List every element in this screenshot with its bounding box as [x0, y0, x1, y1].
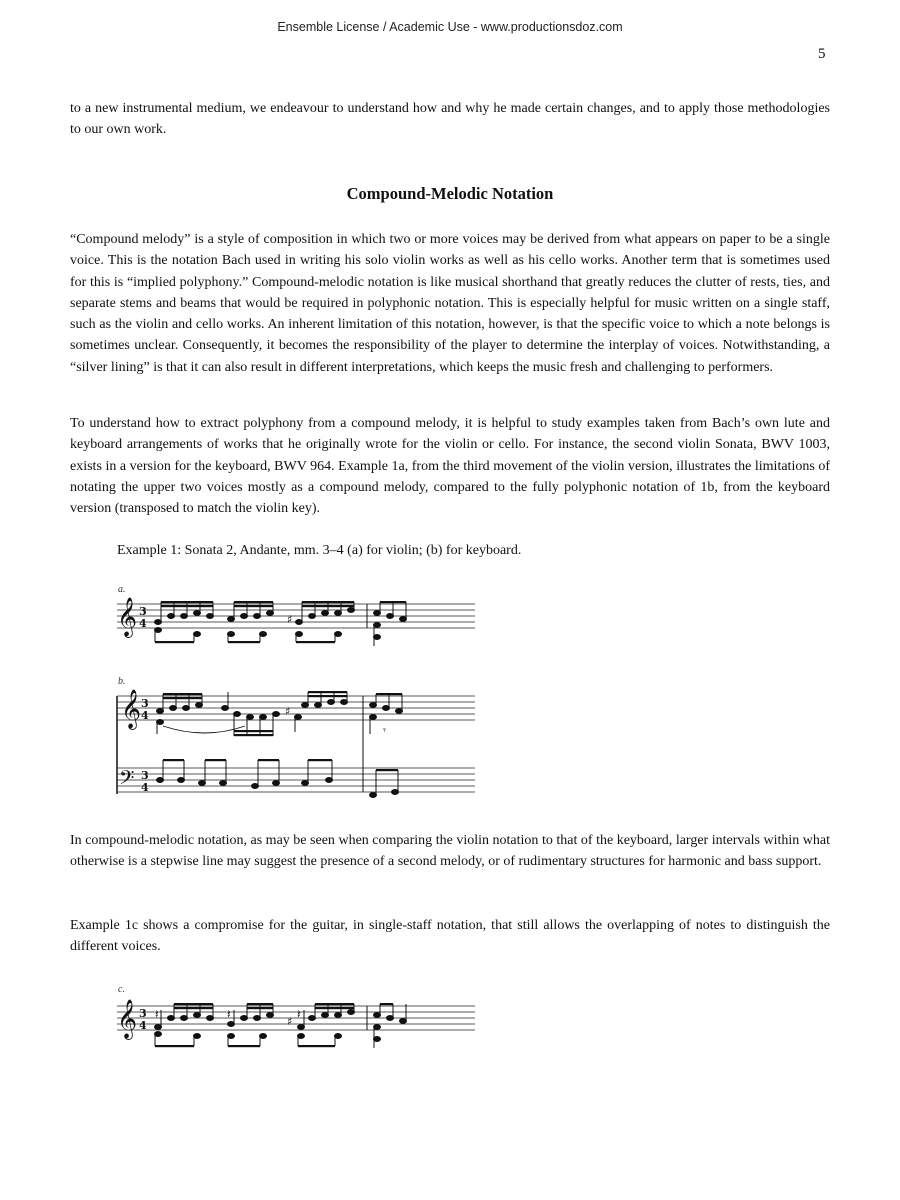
paragraph-extract-polyphony: To understand how to extract polyphony from a compound melody, it is helpful to study examples taken from Bach’s own lute and keyboard arrangements of works that he originally wrote for the violin or cello. For instance, the second violin Sonata, BWV 1003, exists in a version for the keyboard, BWV 964. Example 1a, from the third movement of the violin version, illustrates the limitations of notating the upper two voices mostly as a compound melody, compared to the fully polyphonic notation of 1b, from the keyboard version (transposed to match the violin key).	[70, 416, 830, 517]
paragraph-interval-analysis: In compound-melodic notation, as may be seen when comparing the violin notation to that of the keyboard, larger intervals within what otherwise is a stepwise line may suggest the presence of a second melody, or of rudimentary structures for harmonic and bass support.	[70, 833, 830, 870]
intro-paragraph: to a new instrumental medium, we endeavour to understand how and why he made certain changes, and to apply those methodologies to our own work.	[70, 101, 830, 138]
time-signature-denominator: 4	[141, 709, 149, 722]
time-signature-numerator: 3	[141, 769, 149, 782]
example-c-label: c.	[118, 984, 125, 995]
example-a-score	[115, 590, 475, 670]
example-b-score	[115, 682, 475, 802]
example-b-label: b.	[118, 676, 126, 687]
notes-measure-4	[374, 1003, 407, 1048]
svg-text:𝄾: 𝄾	[383, 724, 386, 737]
svg-text:𝄽: 𝄽	[297, 1007, 301, 1021]
time-signature-numerator: 3	[141, 697, 149, 710]
svg-text:♯: ♯	[287, 613, 293, 626]
treble-clef-icon: 𝄞	[121, 689, 142, 729]
time-signature-denominator: 4	[139, 617, 147, 630]
svg-text:♯: ♯	[287, 1015, 293, 1028]
paragraph-compound-melody: “Compound melody” is a style of composition in which two or more voices may be derived from what appears on paper to be a single voice. This is the notation Bach used in writing his solo violin works as well as his cello works. Another term that is sometimes used for this is “implied polyphony.” Compound-melodic notation is like musical shorthand that greatly reduces the clutter of rests, ties, and separate stems and beams that would be required in polyphonic notation. This is especially helpful for music written on a single staff, such as the violin and cello works. An inherent limitation of this notation, however, is that the specific voice to which a note belongs is sometimes unclear. Consequently, it becomes the responsibility of the player to determine the interplay of voices. Notwithstanding, a “silver lining” is that it can also result in different interpretations, which keeps the music fresh and challenging to performers.	[70, 232, 830, 375]
license-header: Ensemble License / Academic Use - www.productionsdoz.com	[277, 20, 623, 34]
svg-text:𝄽: 𝄽	[227, 1007, 231, 1021]
notes-bass-voice	[155, 1032, 342, 1048]
time-signature-denominator: 4	[141, 781, 149, 794]
example-caption: Example 1: Sonata 2, Andante, mm. 3–4 (a) for violin; (b) for keyboard.	[117, 543, 522, 558]
staff-lines-bass	[117, 768, 475, 792]
notes-measure-4	[374, 601, 407, 646]
treble-clef-icon: 𝄞	[117, 999, 138, 1039]
example-c-score	[115, 992, 475, 1072]
time-signature-numerator: 3	[139, 605, 147, 618]
paragraph-guitar-compromise: Example 1c shows a compromise for the guitar, in single-staff notation, that still allows the overlapping of notes to distinguish the different voices.	[70, 918, 830, 955]
section-heading: Compound-Melodic Notation	[346, 184, 554, 203]
svg-text:𝄽: 𝄽	[155, 1007, 159, 1021]
svg-text:♯: ♯	[285, 705, 291, 718]
time-signature-numerator: 3	[139, 1007, 147, 1020]
treble-clef-icon: 𝄞	[117, 597, 138, 637]
treble-measure-4	[370, 693, 403, 737]
time-signature-denominator: 4	[139, 1019, 147, 1032]
page-number: 5	[818, 46, 826, 62]
example-a-label: a.	[118, 584, 126, 595]
bass-clef-icon: 𝄢	[119, 766, 135, 794]
treble-upper-voice	[157, 691, 348, 736]
